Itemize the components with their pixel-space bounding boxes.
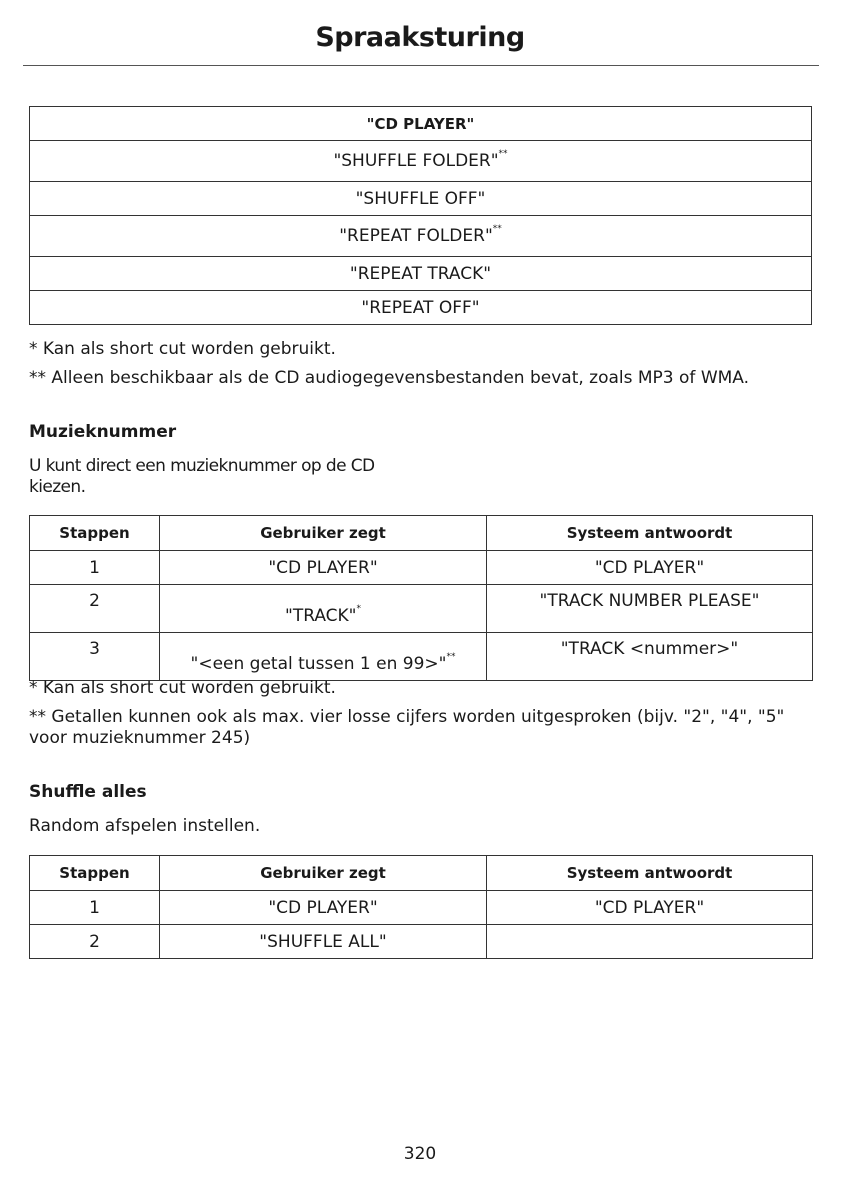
- step-number: 2: [30, 585, 160, 633]
- table-row: [30, 182, 812, 216]
- table-row: [30, 551, 813, 585]
- column-header-system-answers: Systeem antwoordt: [487, 516, 813, 551]
- table-row: [30, 633, 813, 681]
- footnote-shortcut: * Kan als short cut worden gebruikt.: [29, 339, 336, 359]
- table-header-row: [30, 516, 813, 551]
- user-says-text: "TRACK": [285, 606, 357, 626]
- footnote-line: voor muzieknummer 245): [29, 728, 251, 748]
- table-row: [30, 291, 812, 325]
- user-says-text: "<een getal tussen 1 en 99>": [190, 654, 447, 674]
- column-header-user-says: Gebruiker zegt: [160, 856, 487, 891]
- description-line: U kunt direct een muzieknummer op de CD: [29, 456, 375, 476]
- table-cell: [30, 216, 812, 257]
- column-header-user-says: Gebruiker zegt: [160, 516, 487, 551]
- command-text: "REPEAT TRACK": [349, 263, 492, 284]
- page-number: 320: [403, 1144, 437, 1164]
- command-text: "REPEAT OFF": [361, 297, 480, 318]
- table-cell: [30, 141, 812, 182]
- table-row: [30, 141, 812, 182]
- command-text: "REPEAT FOLDER": [339, 226, 493, 246]
- user-says-text: "CD PLAYER": [268, 557, 378, 578]
- table-row: [30, 585, 813, 633]
- user-says-cell: "SHUFFLE ALL": [160, 925, 487, 959]
- system-answers-cell: "TRACK <nummer>": [487, 633, 813, 681]
- section-heading-shuffle-alles: Shuffle alles: [29, 782, 147, 802]
- system-answers-cell: [487, 925, 813, 959]
- footnote-mark: **: [498, 149, 508, 159]
- section-heading-muzieknummer: Muzieknummer: [29, 422, 177, 442]
- table-header-row: [30, 856, 813, 891]
- table-row: [30, 925, 813, 959]
- step-number: 1: [30, 891, 160, 925]
- table-cell: [30, 182, 812, 216]
- footnote-shortcut: * Kan als short cut worden gebruikt.: [29, 678, 336, 698]
- title-divider: [23, 65, 819, 66]
- column-header-steps: Stappen: [30, 856, 160, 891]
- muzieknummer-steps-table: [29, 515, 813, 681]
- footnote-availability: ** Alleen beschikbaar als de CD audiogegevensbestanden bevat, zoals MP3 of WMA.: [29, 368, 750, 388]
- step-number: 2: [30, 925, 160, 959]
- user-says-cell: "CD PLAYER": [160, 891, 487, 925]
- system-answers-cell: "CD PLAYER": [487, 551, 813, 585]
- footnote-mark: *: [356, 604, 361, 614]
- shuffle-alles-steps-table: [29, 855, 813, 959]
- command-text: "SHUFFLE FOLDER": [333, 151, 499, 171]
- table-header-cell: "CD PLAYER": [30, 107, 812, 141]
- step-number: 3: [30, 633, 160, 681]
- description-line: kiezen.: [29, 477, 86, 497]
- table-row: [30, 891, 813, 925]
- footnote-mark: **: [492, 224, 502, 234]
- section-description: [29, 456, 375, 498]
- user-says-cell: [160, 551, 487, 585]
- section-description: Random afspelen instellen.: [29, 816, 261, 836]
- table-row: [30, 257, 812, 291]
- page-title: Spraaksturing: [315, 22, 525, 53]
- user-says-cell: [160, 585, 487, 633]
- table-cell: [30, 291, 812, 325]
- step-number: 1: [30, 551, 160, 585]
- table-row: [30, 216, 812, 257]
- column-header-steps: Stappen: [30, 516, 160, 551]
- system-answers-cell: "CD PLAYER": [487, 891, 813, 925]
- user-says-cell: [160, 633, 487, 681]
- command-text: "SHUFFLE OFF": [355, 188, 486, 209]
- column-header-system-answers: Systeem antwoordt: [487, 856, 813, 891]
- system-answers-cell: "TRACK NUMBER PLEASE": [487, 585, 813, 633]
- footnote-mark: **: [446, 652, 456, 662]
- footnote-line: ** Getallen kunnen ook als max. vier losse cijfers worden uitgesproken (bijv. "2", "4", "5": [29, 707, 785, 727]
- table-row: [30, 107, 812, 141]
- footnote-digits: [29, 707, 819, 749]
- cd-player-commands-table: [29, 106, 812, 325]
- table-cell: [30, 257, 812, 291]
